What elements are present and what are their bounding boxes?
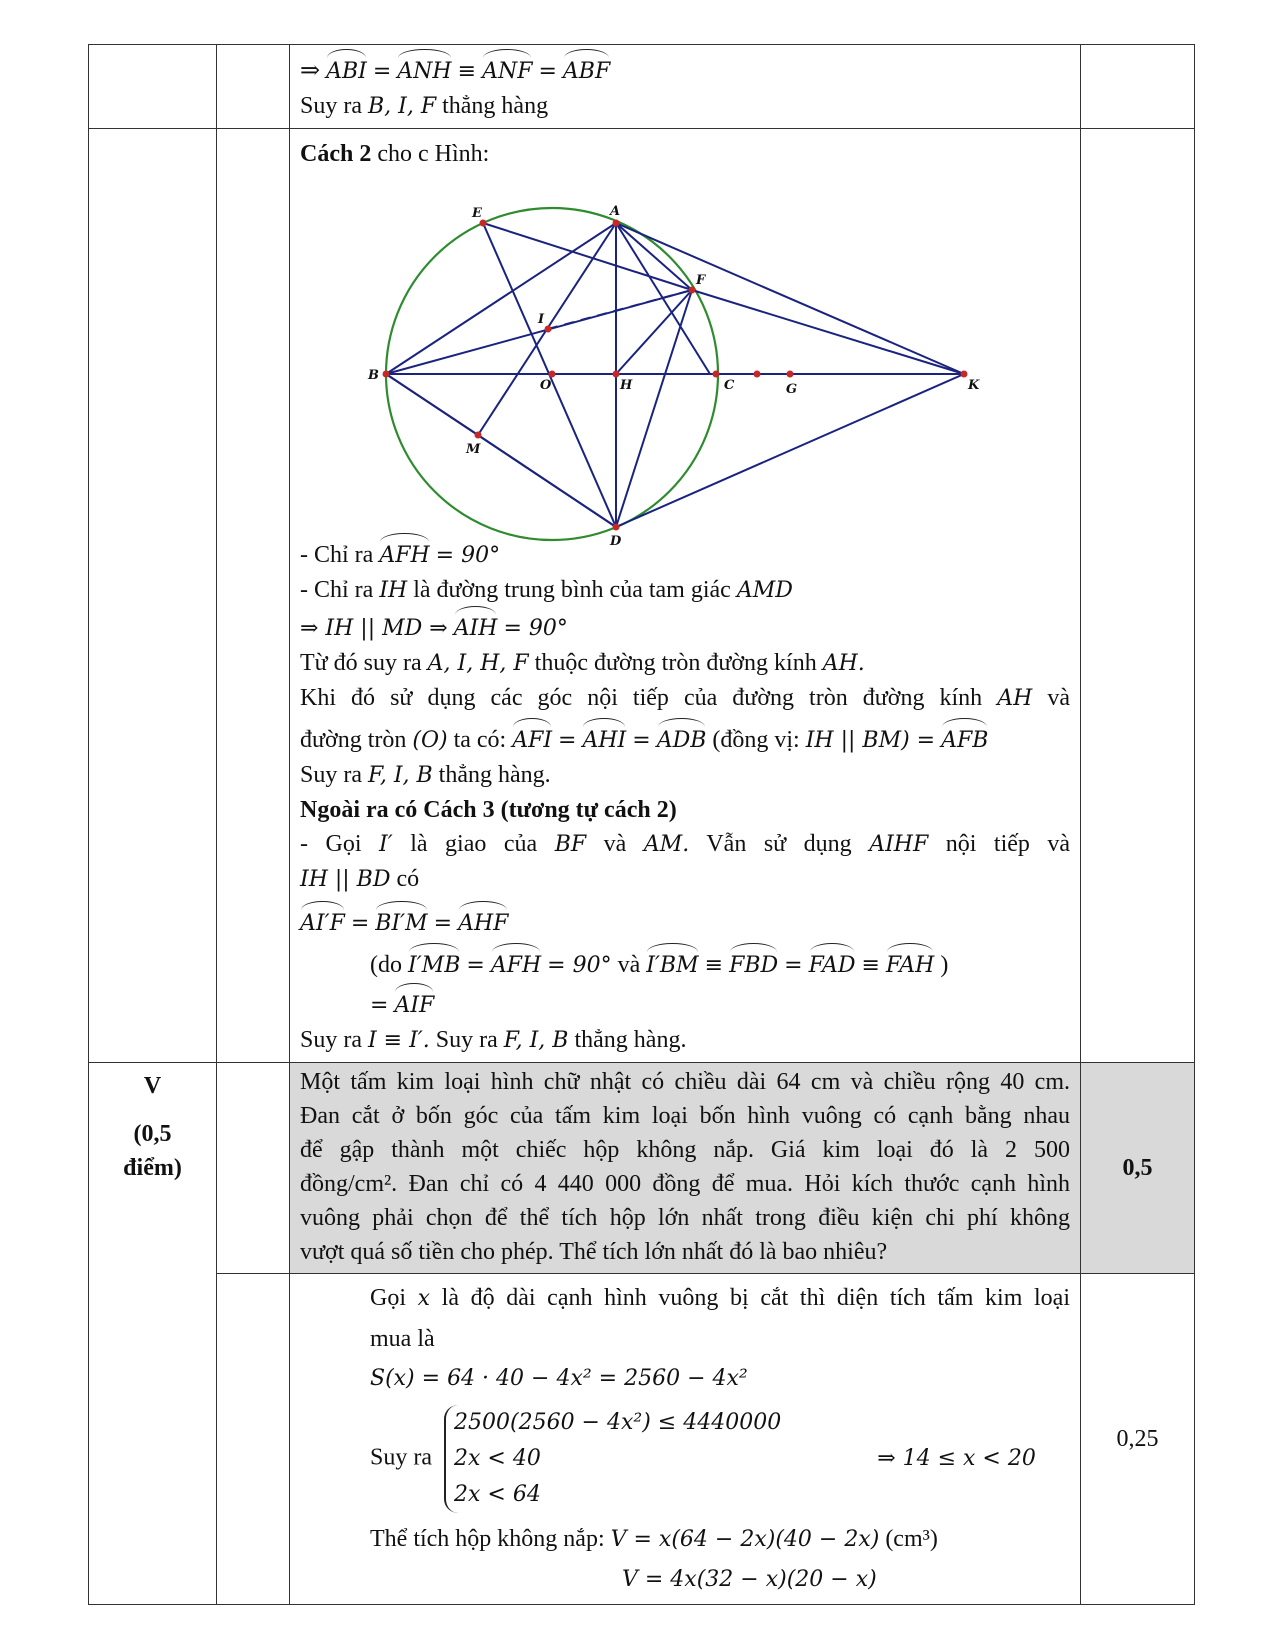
solution-cell bbox=[290, 45, 1081, 129]
table-row bbox=[89, 129, 1195, 1063]
problem-line: đồng/cm². Đan chỉ có 4 440 000 đồng để mua. Hỏi kích thước cạnh hình bbox=[300, 1171, 1070, 1197]
part-cell bbox=[89, 45, 217, 129]
method-3-angle-chain: AI′F = BI′M = AHF bbox=[300, 903, 1070, 941]
problem-statement-cell bbox=[290, 1063, 1081, 1274]
table-row bbox=[89, 45, 1195, 129]
score-value: 0,25 bbox=[1081, 1274, 1195, 1605]
table-row bbox=[89, 1274, 1195, 1605]
method-3-heading: Ngoài ra có Cách 3 (tương tự cách 2) bbox=[300, 797, 677, 823]
angle-equality-line: ⇒ ABI = ANH ≡ ANF = ABF bbox=[300, 51, 1070, 89]
label-i: I bbox=[538, 312, 545, 327]
label-c: C bbox=[724, 378, 735, 393]
geometry-figure bbox=[300, 171, 1070, 549]
label-d: D bbox=[610, 534, 622, 549]
label-e: E bbox=[472, 206, 482, 221]
system-eq: 2x < 64 bbox=[454, 1482, 541, 1507]
part-cell bbox=[89, 1063, 217, 1605]
system-eq: 2500(2560 − 4x²) ≤ 4440000 bbox=[454, 1410, 782, 1435]
answer-table bbox=[88, 44, 1195, 1605]
label-f: F bbox=[696, 273, 706, 288]
method-2-heading: Cách 2 cho c Hình: bbox=[300, 141, 490, 167]
part-cell bbox=[89, 129, 217, 1063]
part-points-line2: điểm) bbox=[123, 1155, 182, 1181]
geometry-diagram bbox=[300, 171, 1000, 549]
subpart-cell bbox=[217, 1274, 290, 1605]
problem-line: Đan cắt ở bốn góc của tấm kim loại bốn hình vuông có cạnh bằng nhau bbox=[300, 1103, 1070, 1129]
score-value: 0,5 bbox=[1081, 1063, 1195, 1274]
label-b: B bbox=[368, 368, 379, 383]
answer-table-page bbox=[88, 44, 1190, 1605]
part-label: V bbox=[143, 1073, 162, 1099]
constraint-system: Suy ra 2500(2560 − 4x²) ≤ 4440000 2x < 40 2x < 64 ⇒ 14 ≤ x < 20 bbox=[370, 1405, 1070, 1513]
volume-factored: V = 4x(32 − x)(20 − x) bbox=[622, 1567, 877, 1592]
collinear-conclusion: Suy ra B, I, F thẳng hàng bbox=[300, 93, 549, 119]
step-parallel: ⇒ IH || MD ⇒ AIH = 90° bbox=[300, 608, 1070, 646]
label-a: A bbox=[610, 204, 621, 219]
part-points-line1: (0,5 bbox=[133, 1121, 172, 1147]
solution-cell bbox=[290, 1274, 1081, 1605]
solution-intro-cont: mua là bbox=[370, 1326, 435, 1352]
step-angle-chain: đường tròn (O) ta có: AFI = AHI = ADB (đồng vị: IH || BM) = AFB bbox=[300, 720, 1070, 758]
problem-line: vượt quá số tiền cho phép. Thể tích lớn nhất đó là bao nhiêu? bbox=[300, 1239, 888, 1265]
method-3-equals-aif: = AIF bbox=[300, 985, 1070, 1023]
figure-lines bbox=[386, 223, 964, 527]
method-3-reason: (do I′MB = AFH = 90° và I′BM ≡ FBD = FAD ≡ FAH ) bbox=[300, 945, 1070, 983]
problem-line: để gập thành một chiếc hộp không nắp. Giá kim loại đó là 2 500 bbox=[300, 1137, 1070, 1163]
system-eq: 2x < 40 bbox=[454, 1446, 541, 1471]
solution-intro: Gọi x là độ dài cạnh hình vuông bị cắt thì diện tích tấm kim loại bbox=[370, 1285, 1070, 1311]
method-3-parallel: IH || BD có bbox=[300, 866, 420, 892]
score-cell bbox=[1081, 129, 1195, 1063]
system-brace bbox=[444, 1405, 781, 1513]
subpart-cell bbox=[217, 45, 290, 129]
method-3-conclusion: Suy ra I ≡ I′. Suy ra F, I, B thẳng hàng. bbox=[300, 1027, 687, 1053]
label-g: G bbox=[786, 382, 798, 397]
label-o: O bbox=[540, 378, 552, 393]
area-formula: S(x) = 64 · 40 − 4x² = 2560 − 4x² bbox=[370, 1366, 748, 1391]
label-h: H bbox=[620, 378, 633, 393]
volume-formula: Thể tích hộp không nắp: V = x(64 − 2x)(40 − 2x) (cm³) bbox=[370, 1526, 938, 1552]
step-midline: - Chỉ ra IH là đường trung bình của tam giác AMD bbox=[300, 577, 793, 603]
table-row bbox=[89, 1063, 1195, 1274]
step-collinear: Suy ra F, I, B thẳng hàng. bbox=[300, 762, 551, 788]
step-inscribed-angles: Khi đó sử dụng các góc nội tiếp của đường tròn đường kính AH và bbox=[300, 685, 1070, 711]
problem-line: vuông phải chọn để thể tích hộp lớn nhất trong điều kiện chi phí không bbox=[300, 1205, 1070, 1231]
problem-line: Một tấm kim loại hình chữ nhật có chiều dài 64 cm và chiều rộng 40 cm. bbox=[300, 1069, 1070, 1095]
method-3-intro: - Gọi I′ là giao của BF và AM. Vẫn sử dụng AIHF nội tiếp và bbox=[300, 831, 1071, 857]
label-k: K bbox=[968, 378, 980, 393]
step-concyclic: Từ đó suy ra A, I, H, F thuộc đường tròn đường kính AH. bbox=[300, 650, 865, 676]
subpart-cell bbox=[217, 1063, 290, 1274]
label-m: M bbox=[466, 442, 481, 457]
step-angle-afh: - Chỉ ra AFH = 90° bbox=[300, 535, 1070, 573]
solution-cell bbox=[290, 129, 1081, 1063]
score-cell bbox=[1081, 45, 1195, 129]
subpart-cell bbox=[217, 129, 290, 1063]
constraint-result: ⇒ 14 ≤ x < 20 bbox=[877, 1445, 1036, 1471]
